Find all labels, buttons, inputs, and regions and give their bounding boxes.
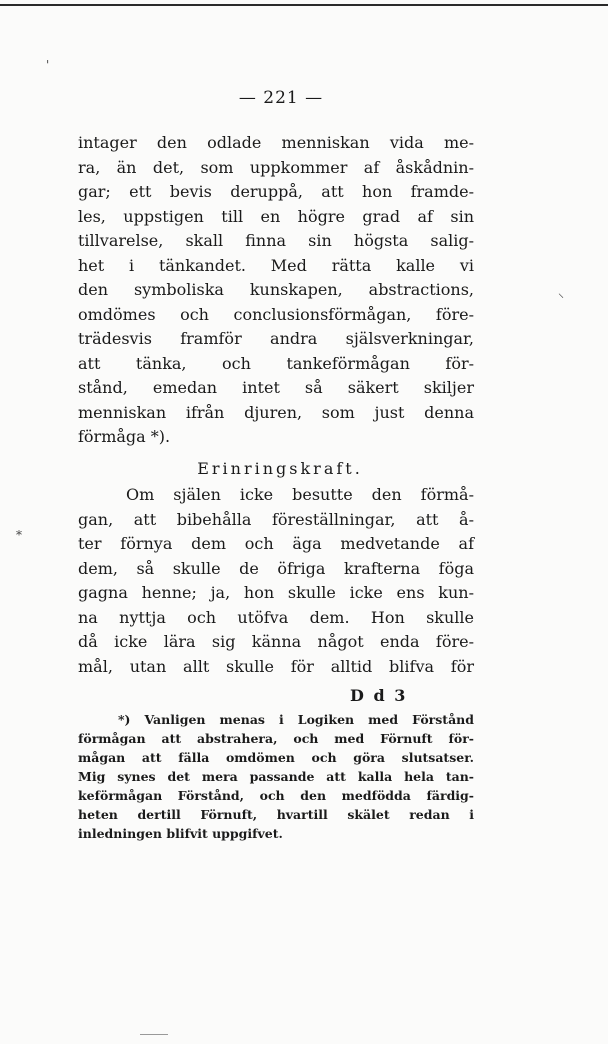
text-line: tillvarelse, skall finna sin högsta salig- [78, 231, 474, 250]
text-line: förmåga *). [78, 427, 171, 446]
top-border-line [0, 4, 608, 6]
paragraph-1 [78, 131, 474, 450]
margin-speck: ' [46, 58, 50, 72]
text-line: menniskan ifrån djuren, som just denna [78, 402, 474, 422]
footnote-line: Mig synes det mera passande att kalla hela tan- [78, 769, 474, 784]
text-line: gar; ett bevis deruppå, att hon framde- [78, 182, 474, 201]
text-line: intager den odlade menniskan vida me- [78, 133, 474, 152]
text-line: gagna henne; ja, hon skulle icke ens kun- [78, 583, 474, 602]
text-line: les, uppstigen till en högre grad af sin [78, 206, 474, 226]
page-number-header: — 221 — [238, 88, 324, 108]
paragraph-2 [78, 483, 474, 679]
text-line: omdömes och conclusionsförmågan, före- [78, 304, 474, 324]
footnote-line: mågan att fälla omdömen och göra slutsatser. [78, 750, 474, 765]
footnote-line: förmågan att abstrahera, och med Förnuft för- [78, 731, 474, 746]
text-line: Om själen icke besutte den förmå- [126, 485, 474, 504]
text-line: den symboliska kunskapen, abstractions, [78, 280, 474, 299]
text-line: ra, än det, som uppkommer af åskådnin- [78, 157, 474, 177]
text-line: trädesvis framför andra själsverkningar, [78, 329, 474, 348]
text-line: na nyttja och utöfva dem. Hon skulle [78, 607, 474, 627]
text-line: ter förnya dem och äga medvetande af [78, 534, 474, 553]
text-line: stånd, emedan intet så säkert skiljer [78, 378, 474, 397]
bottom-speck [140, 1034, 168, 1035]
text-line: gan, att bibehålla föreställningar, att å- [78, 509, 474, 529]
margin-speck: * [16, 528, 22, 542]
section-heading: Erinringskraft. [197, 459, 363, 478]
text-line: dem, så skulle de öfriga krafterna föga [78, 558, 474, 578]
footnote-line: heten dertill Förnuft, hvartill skälet redan i [78, 807, 474, 822]
text-line: het i tänkandet. Med rätta kalle vi [78, 255, 474, 275]
signature-mark: D d 3 [350, 686, 408, 705]
footnote-line: *) Vanligen menas i Logiken med Förstånd [118, 712, 474, 727]
margin-speck: ⸜ [558, 286, 565, 300]
text-line: då icke lära sig känna något enda före- [78, 632, 474, 651]
footnote-line: keförmågan Förstånd, och den medfödda färdig- [78, 788, 474, 803]
footnote-line: inledningen blifvit uppgifvet. [78, 826, 283, 841]
text-line: mål, utan allt skulle för alltid blifva för [78, 656, 474, 676]
footnote [78, 710, 474, 843]
text-line: att tänka, och tankeförmågan för- [78, 353, 474, 373]
